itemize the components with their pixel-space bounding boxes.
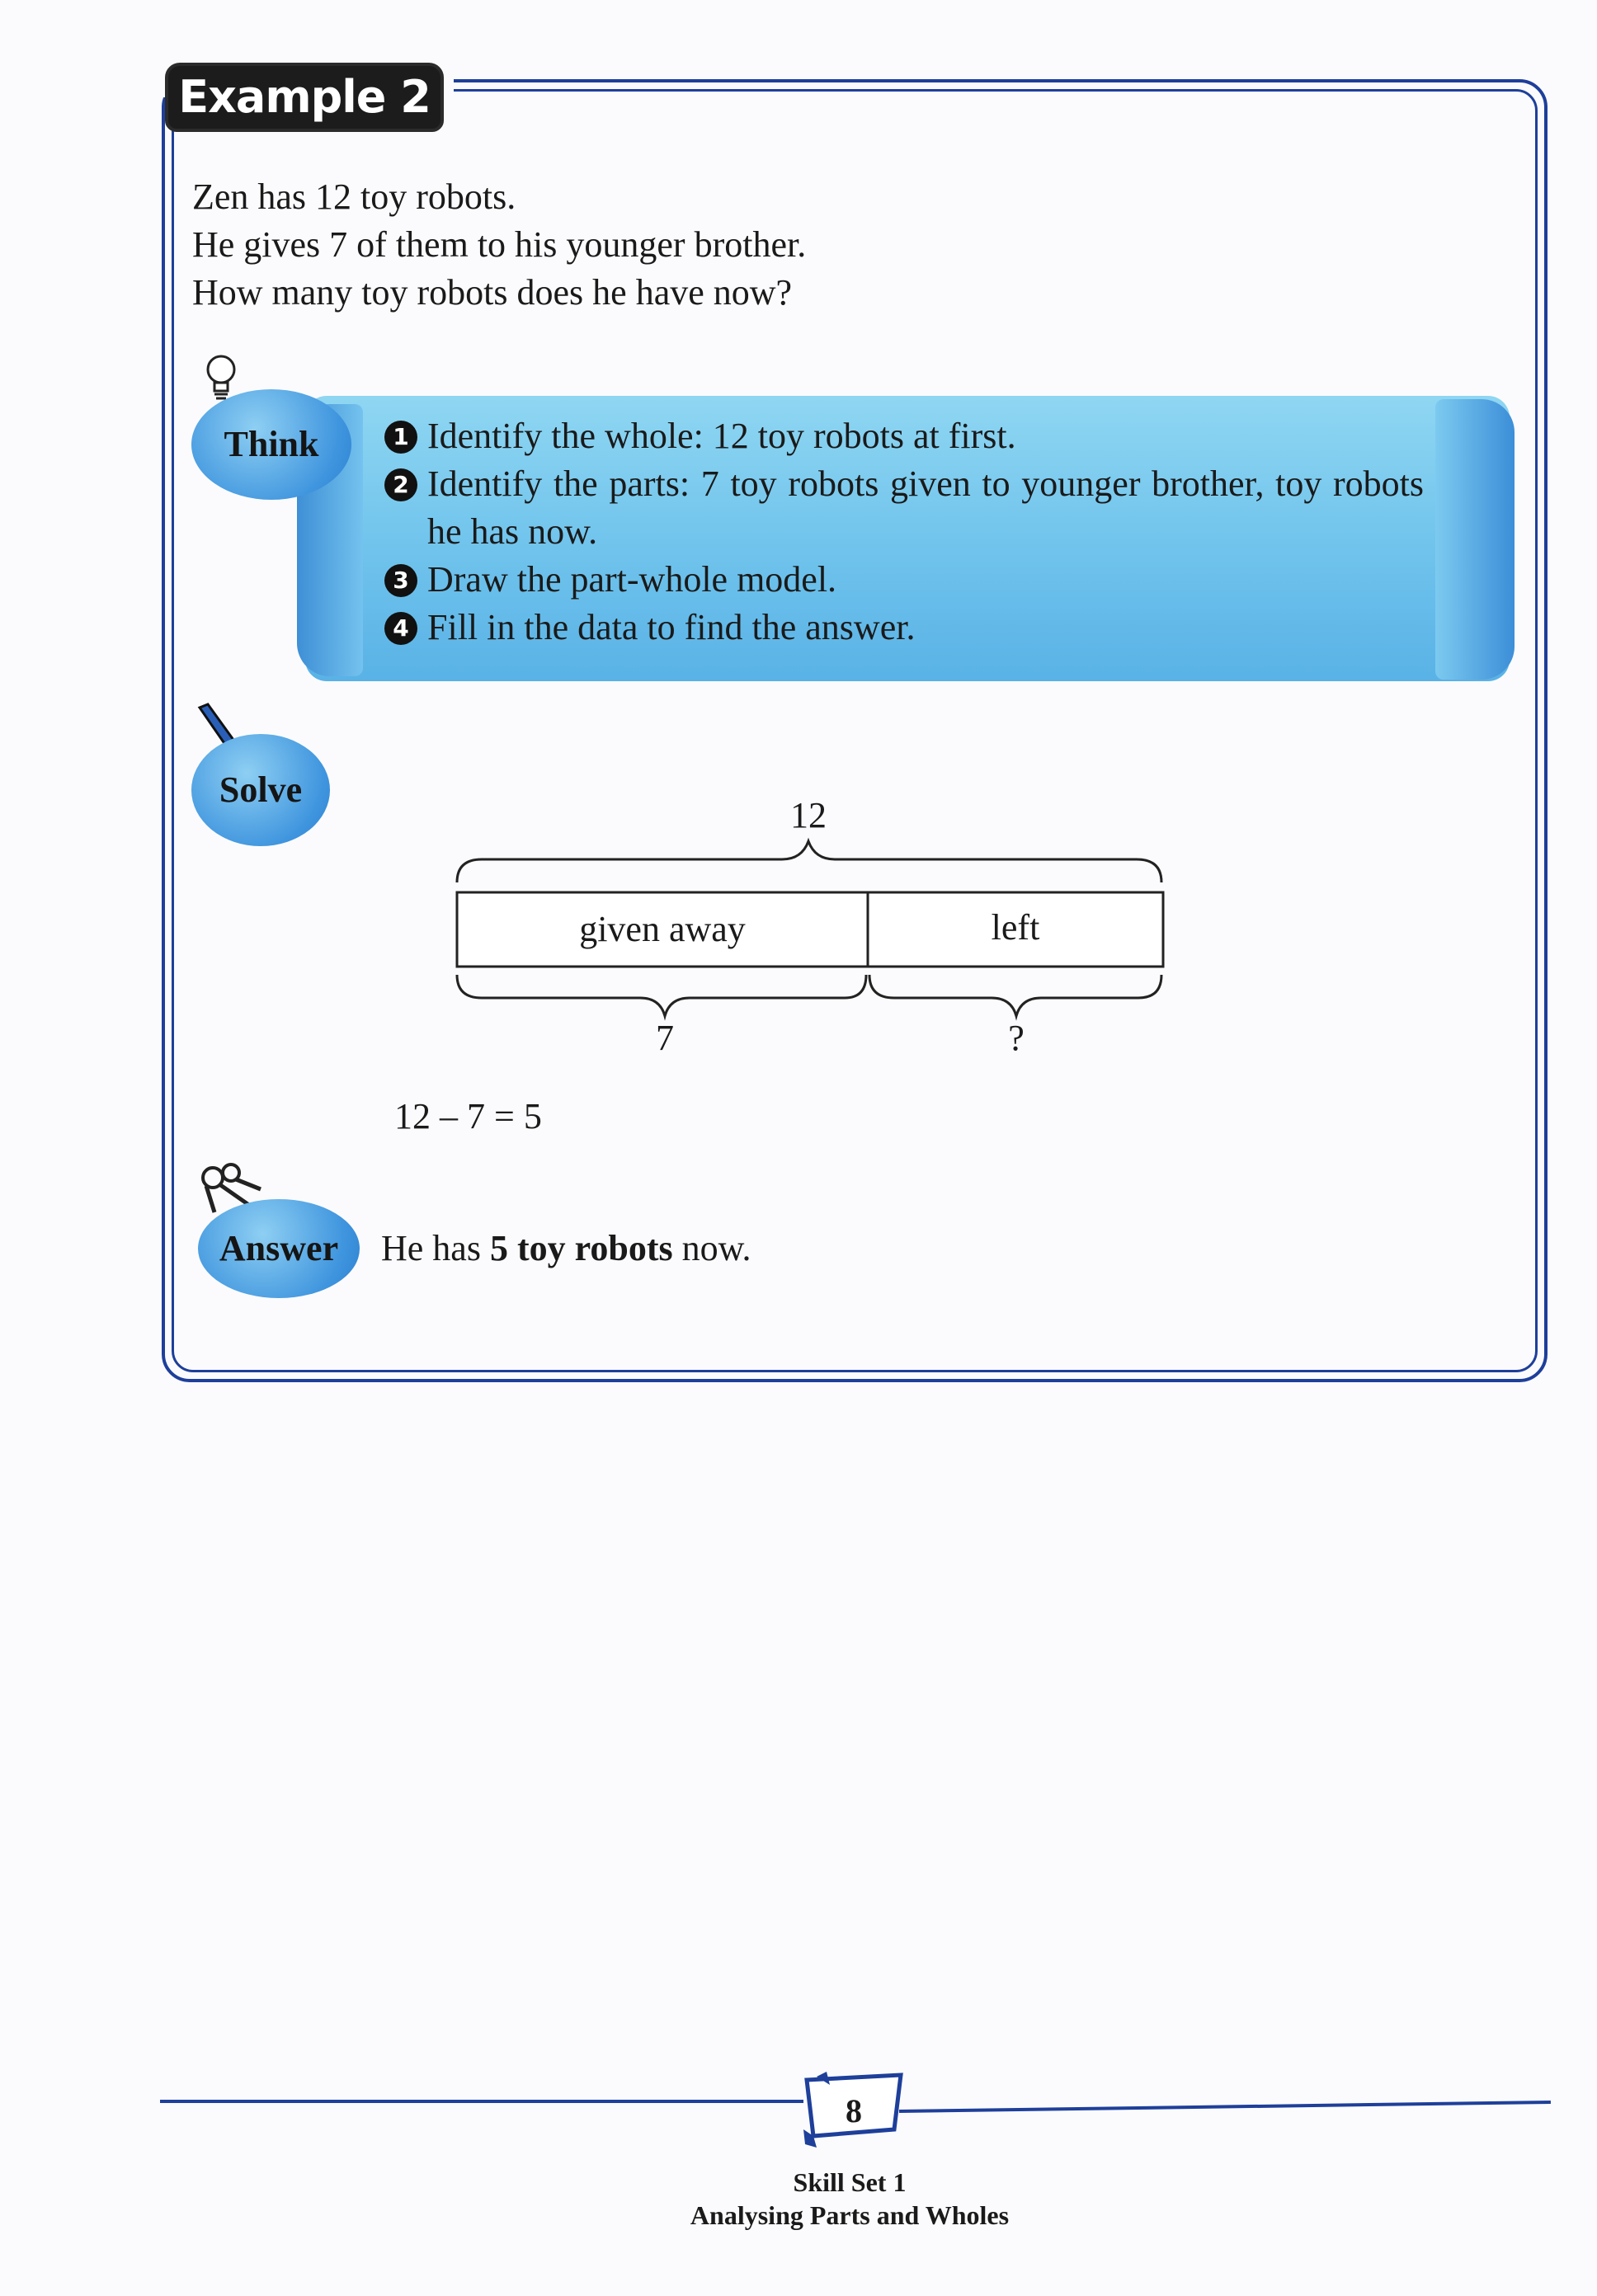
part1-value: 7: [656, 1018, 674, 1058]
think-badge: [191, 389, 351, 500]
problem-line: Zen has 12 toy robots.: [192, 176, 516, 217]
part2-label: left: [991, 907, 1040, 948]
answer-sentence: [381, 1226, 751, 1272]
page-number: 8: [846, 2092, 862, 2129]
step-text: Identify the parts: 7 toy robots given to younger brother, toy robots he has now.: [427, 463, 1424, 552]
part2-brace: [869, 975, 1161, 1016]
think-step: [384, 460, 1424, 556]
think-step: [384, 412, 1424, 460]
part1-label: given away: [579, 909, 746, 949]
part1-brace: [457, 975, 866, 1016]
part2-value: ?: [1008, 1018, 1025, 1058]
answer-pre: He has: [381, 1228, 490, 1268]
problem-line: He gives 7 of them to his younger brother.: [192, 224, 807, 265]
part-whole-model: [445, 792, 1188, 1072]
step-number-3: 3: [384, 564, 417, 597]
step-number-4: 4: [384, 612, 417, 645]
step-text: Draw the part-whole model.: [427, 559, 837, 600]
banner-scroll-right: [1435, 399, 1515, 680]
think-step: [384, 556, 1424, 604]
footer-topic: Analysing Parts and Wholes: [690, 2200, 1010, 2230]
example-title: Example 2: [165, 63, 444, 132]
think-steps: [384, 412, 1424, 652]
answer-badge-label: Answer: [219, 1228, 339, 1268]
answer-bold: 5 toy robots: [489, 1228, 673, 1268]
solve-badge-label: Solve: [219, 769, 303, 810]
footer-caption: [643, 2166, 1056, 2232]
think-step: [384, 604, 1424, 652]
footer-skill-set: Skill Set 1: [793, 2167, 907, 2197]
problem-line: How many toy robots does he have now?: [192, 272, 793, 313]
whole-value: 12: [790, 795, 827, 835]
solve-badge: [191, 734, 330, 846]
footer-rule-left: [160, 2100, 803, 2103]
problem-statement: [192, 173, 806, 317]
think-badge-label: Think: [224, 424, 319, 464]
answer-post: now.: [672, 1228, 751, 1268]
equation: 12 – 7 = 5: [394, 1096, 542, 1136]
step-text: Fill in the data to find the answer.: [427, 607, 916, 647]
whole-brace: [457, 841, 1161, 882]
footer-rule-right: [899, 2101, 1551, 2113]
answer-badge: [198, 1199, 360, 1298]
step-text: Identify the whole: 12 toy robots at first.: [427, 416, 1016, 456]
step-number-1: 1: [384, 421, 417, 454]
step-number-2: 2: [384, 468, 417, 501]
